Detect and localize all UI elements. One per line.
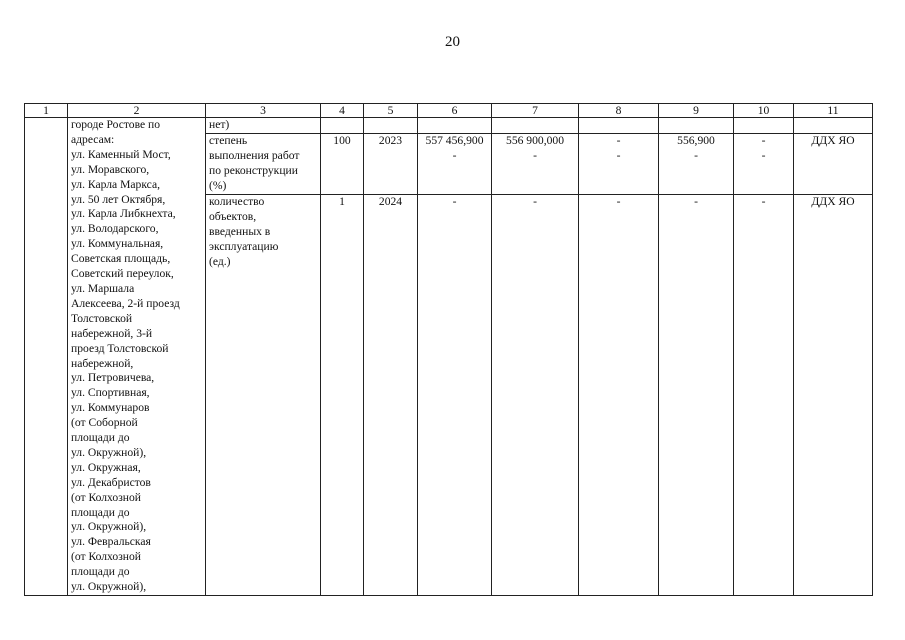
- table-cell: [579, 118, 659, 134]
- executor-cell: ДДХ ЯО: [794, 134, 873, 195]
- object-addresses-cell: городе Ростове по адресам: ул. Каменный Мост, ул. Моравского, ул. Карла Маркса, ул. 50 лет Октября, ул. Карла Либкнехта, ул. Володарского, ул. Коммунальная, Советская площадь, Советский переулок, ул. Маршала Алексеева, 2-й проезд Толстовской набережной, 3-й проезд Толстовской набережной, ул. Петровичева, ул. Спортивная, ул. Коммунаров (от Соборной площади до ул. Окружной), ул. Окружная, ул. Декабристов (от Колхозной площади до ул. Окружной), ул. Февральская (от Колхозной площади до ул. Окружной),: [68, 118, 206, 596]
- cell-value: -: [694, 148, 698, 162]
- table-cell: [321, 118, 364, 134]
- funding-total-cell: -: [418, 195, 492, 596]
- table-cell: [492, 118, 579, 134]
- cell-value: -: [616, 134, 621, 148]
- column-header: 2: [68, 104, 206, 118]
- cell-value: 556 900,000: [506, 134, 564, 148]
- indicator-value-cell: 100: [321, 134, 364, 195]
- indicator-cell: степень выполнения работ по реконструкции (%): [206, 134, 321, 195]
- page-number: 20: [445, 34, 460, 50]
- column-header: 8: [579, 104, 659, 118]
- column-header: 1: [25, 104, 68, 118]
- column-header: 5: [364, 104, 418, 118]
- indicator-cell: нет): [206, 118, 321, 134]
- funding-cell: [492, 134, 579, 195]
- row-number-cell: [25, 118, 68, 596]
- executor-cell: ДДХ ЯО: [794, 195, 873, 596]
- cell-value: -: [452, 148, 457, 162]
- cell-value: -: [616, 148, 621, 162]
- cell-value: 557 456,900: [425, 134, 484, 148]
- funding-cell: -: [579, 195, 659, 596]
- column-header: 9: [659, 104, 734, 118]
- table-cell: [734, 118, 794, 134]
- table-cell: [794, 118, 873, 134]
- indicator-cell: количество объектов, введенных в эксплуатацию (ед.): [206, 195, 321, 596]
- column-header: 7: [492, 104, 579, 118]
- funding-cell: -: [734, 195, 794, 596]
- funding-cell: [734, 134, 794, 195]
- year-cell: 2023: [364, 134, 418, 195]
- funding-cell: -: [659, 195, 734, 596]
- cell-value: -: [533, 148, 537, 162]
- header-row: [25, 104, 873, 118]
- table-cell: [418, 118, 492, 134]
- year-cell: 2024: [364, 195, 418, 596]
- cell-value: -: [761, 134, 766, 148]
- funding-cell: [579, 134, 659, 195]
- table-row: [25, 118, 873, 134]
- column-header: 10: [734, 104, 794, 118]
- table-cell: [364, 118, 418, 134]
- column-header: 6: [418, 104, 492, 118]
- funding-total-cell: [418, 134, 492, 195]
- table-cell: [659, 118, 734, 134]
- cell-value: 556,900: [677, 134, 715, 148]
- funding-cell: -: [492, 195, 579, 596]
- column-header: 3: [206, 104, 321, 118]
- column-header: 11: [794, 104, 873, 118]
- cell-value: -: [761, 148, 766, 162]
- column-header: 4: [321, 104, 364, 118]
- indicator-value-cell: 1: [321, 195, 364, 596]
- funding-cell: [659, 134, 734, 195]
- program-table: [24, 103, 873, 596]
